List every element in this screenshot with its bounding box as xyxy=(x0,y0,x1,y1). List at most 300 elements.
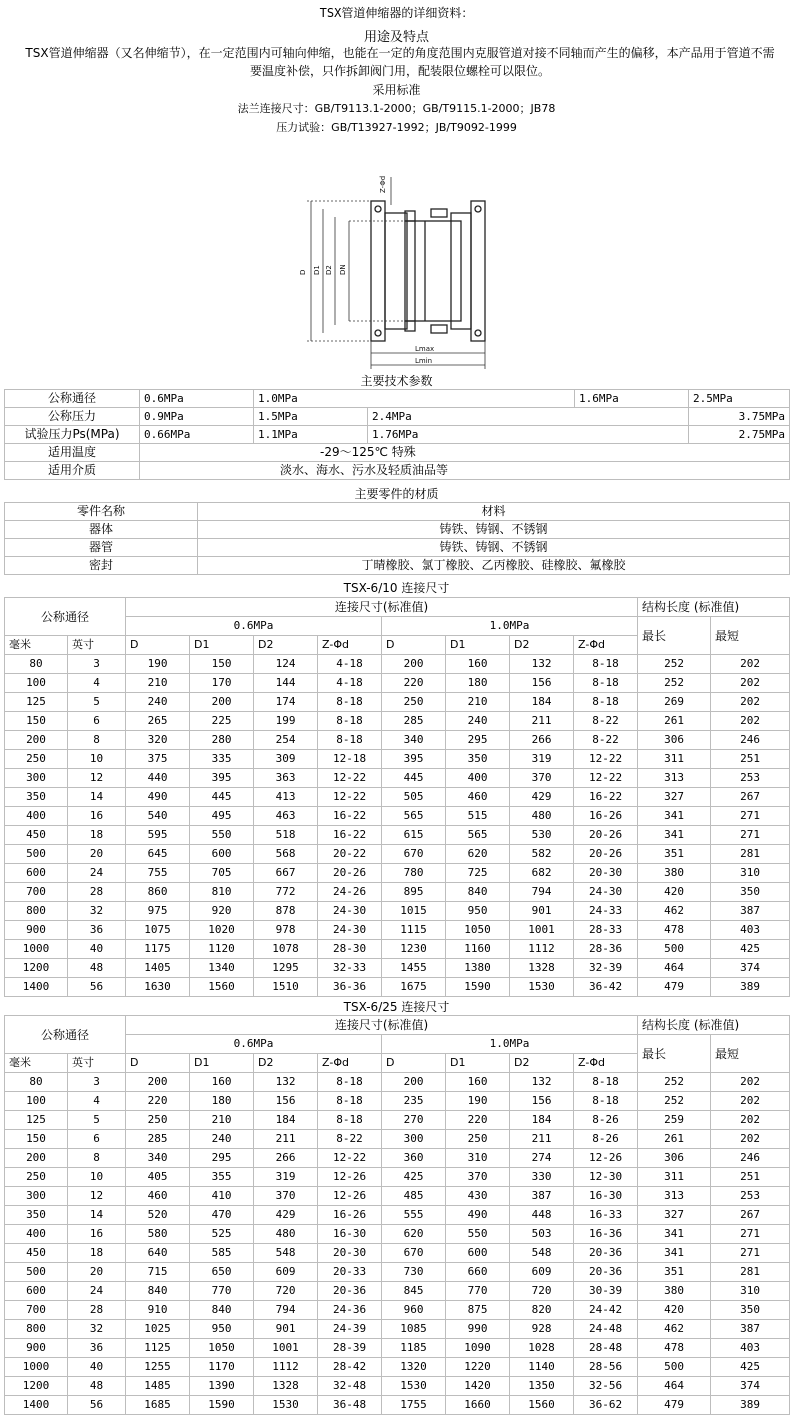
table-cell: 16 xyxy=(68,1225,126,1244)
table-cell: 36-62 xyxy=(574,1396,638,1415)
table-cell: 20-36 xyxy=(574,1263,638,1282)
table-cell: 705 xyxy=(190,864,254,883)
table-cell: 548 xyxy=(510,1244,574,1263)
table-cell: 1000 xyxy=(5,940,68,959)
table-cell: 200 xyxy=(126,1073,190,1092)
table-row xyxy=(5,1263,790,1282)
table-cell: 300 xyxy=(5,1187,68,1206)
table-cell: 250 xyxy=(446,1130,510,1149)
table-cell: 12-22 xyxy=(574,750,638,769)
table-cell: 18 xyxy=(68,1244,126,1263)
table-cell: 395 xyxy=(382,750,446,769)
table-cell: 700 xyxy=(5,1301,68,1320)
table-cell: 495 xyxy=(190,807,254,826)
table-cell: 463 xyxy=(254,807,318,826)
table-cell: 250 xyxy=(5,1168,68,1187)
table-cell: 36 xyxy=(68,921,126,940)
table-cell: 16-22 xyxy=(318,807,382,826)
table-cell: 341 xyxy=(638,807,711,826)
table-cell: 600 xyxy=(5,864,68,883)
table-cell: 1295 xyxy=(254,959,318,978)
table-cell: 40 xyxy=(68,1358,126,1377)
table-cell: 375 xyxy=(126,750,190,769)
table-cell: 269 xyxy=(638,693,711,712)
left-flange xyxy=(371,201,385,341)
table-cell: 363 xyxy=(254,769,318,788)
table-cell: 440 xyxy=(126,769,190,788)
table-cell: 920 xyxy=(190,902,254,921)
table-cell: 240 xyxy=(190,1130,254,1149)
table-cell: 12-22 xyxy=(318,788,382,807)
label-dn: DN xyxy=(339,264,347,275)
table-cell: 310 xyxy=(711,864,790,883)
table-cell: 395 xyxy=(190,769,254,788)
table-cell: 901 xyxy=(510,902,574,921)
label-zd: Z-Φd xyxy=(379,175,387,193)
table-cell: 24-39 xyxy=(318,1320,382,1339)
table-cell: 252 xyxy=(638,655,711,674)
table-cell: 225 xyxy=(190,712,254,731)
table-cell: 24 xyxy=(68,864,126,883)
table-cell: 200 xyxy=(382,655,446,674)
table-cell: 901 xyxy=(254,1320,318,1339)
table-row: 器体 铸铁、铸钢、不锈钢 xyxy=(5,521,790,539)
table-cell: 479 xyxy=(638,1396,711,1415)
table-cell: 403 xyxy=(711,1339,790,1358)
table-cell: 1050 xyxy=(446,921,510,940)
table-cell: 32-48 xyxy=(318,1377,382,1396)
table-cell: 202 xyxy=(711,1130,790,1149)
table-cell: 1510 xyxy=(254,978,318,997)
table-cell: 585 xyxy=(190,1244,254,1263)
table-cell: 350 xyxy=(711,1301,790,1320)
table1-caption: TSX-6/10 连接尺寸 xyxy=(343,581,450,595)
table-cell: 32-56 xyxy=(574,1377,638,1396)
table-cell: 211 xyxy=(510,712,574,731)
table-cell: 8-18 xyxy=(318,1092,382,1111)
table-cell: 1112 xyxy=(510,940,574,959)
table-cell: 235 xyxy=(382,1092,446,1111)
table-row xyxy=(5,1396,790,1415)
table-cell: 1001 xyxy=(510,921,574,940)
table-cell: 310 xyxy=(446,1149,510,1168)
table-cell: 3 xyxy=(68,655,126,674)
table-cell: 285 xyxy=(126,1130,190,1149)
table-cell: 1590 xyxy=(446,978,510,997)
table-cell: 16-36 xyxy=(574,1225,638,1244)
table-cell: 24-48 xyxy=(574,1320,638,1339)
table-cell: 615 xyxy=(382,826,446,845)
table-cell: 878 xyxy=(254,902,318,921)
table-cell: 20-26 xyxy=(318,864,382,883)
table-cell: 271 xyxy=(711,807,790,826)
table-cell: 335 xyxy=(190,750,254,769)
table-cell: 550 xyxy=(190,826,254,845)
table-cell: 156 xyxy=(254,1092,318,1111)
table-cell: 156 xyxy=(510,674,574,693)
table-cell: 895 xyxy=(382,883,446,902)
table-cell: 350 xyxy=(446,750,510,769)
drawing-svg xyxy=(291,173,501,373)
table-cell: 445 xyxy=(190,788,254,807)
table-cell: 220 xyxy=(126,1092,190,1111)
materials-table xyxy=(4,502,790,575)
table-cell: 200 xyxy=(5,1149,68,1168)
table-cell: 425 xyxy=(711,1358,790,1377)
table-cell: 490 xyxy=(446,1206,510,1225)
table-row: 适用介质 淡水、海水、污水及轻质油品等 xyxy=(5,462,790,480)
table-cell: 132 xyxy=(510,655,574,674)
table-header-row: 毫米 英寸 D D1 D2 Z-Φd D D1 D2 Z-Φd xyxy=(5,636,790,655)
table-cell: 200 xyxy=(190,693,254,712)
table-cell: 405 xyxy=(126,1168,190,1187)
table-cell: 667 xyxy=(254,864,318,883)
table-cell: 1015 xyxy=(382,902,446,921)
table-cell: 450 xyxy=(5,826,68,845)
table-cell: 715 xyxy=(126,1263,190,1282)
table-cell: 8-26 xyxy=(574,1130,638,1149)
table-cell: 480 xyxy=(254,1225,318,1244)
table-cell: 266 xyxy=(510,731,574,750)
table-row: 适用温度 -29～125℃ 特殊 xyxy=(5,444,790,462)
table-cell: 100 xyxy=(5,674,68,693)
table-cell: 240 xyxy=(126,693,190,712)
table-row xyxy=(5,674,790,693)
label-lmax: Lmax xyxy=(415,345,435,353)
table-cell: 400 xyxy=(5,807,68,826)
table-cell: 56 xyxy=(68,1396,126,1415)
table-cell: 1560 xyxy=(510,1396,574,1415)
table-cell: 267 xyxy=(711,788,790,807)
table-cell: 1160 xyxy=(446,940,510,959)
table-cell: 8-18 xyxy=(318,693,382,712)
table-cell: 30-39 xyxy=(574,1282,638,1301)
table-cell: 24-30 xyxy=(574,883,638,902)
table-row xyxy=(5,1168,790,1187)
table-cell: 1455 xyxy=(382,959,446,978)
table-cell: 48 xyxy=(68,959,126,978)
table-row xyxy=(5,1320,790,1339)
table-row xyxy=(5,1073,790,1092)
table-header-row: 公称通径 连接尺寸(标准值) 结构长度 (标准值) xyxy=(5,1016,790,1035)
table-cell: 271 xyxy=(711,826,790,845)
table-cell: 202 xyxy=(711,655,790,674)
table-cell: 5 xyxy=(68,693,126,712)
table-cell: 200 xyxy=(5,731,68,750)
table-cell: 200 xyxy=(382,1073,446,1092)
table-cell: 500 xyxy=(638,940,711,959)
table-cell: 910 xyxy=(126,1301,190,1320)
table-cell: 794 xyxy=(254,1301,318,1320)
table-cell: 500 xyxy=(5,845,68,864)
right-flange xyxy=(471,201,485,341)
table-cell: 295 xyxy=(446,731,510,750)
table-row: 器管 铸铁、铸钢、不锈钢 xyxy=(5,539,790,557)
table-cell: 16-30 xyxy=(574,1187,638,1206)
table-cell: 425 xyxy=(711,940,790,959)
table-cell: 1220 xyxy=(446,1358,510,1377)
table-cell: 8-18 xyxy=(574,1073,638,1092)
table-cell: 8-18 xyxy=(318,1073,382,1092)
table-cell: 8-18 xyxy=(574,655,638,674)
table-cell: 8-22 xyxy=(574,731,638,750)
table-cell: 1685 xyxy=(126,1396,190,1415)
table-cell: 387 xyxy=(711,902,790,921)
table-cell: 387 xyxy=(510,1187,574,1206)
table-cell: 16 xyxy=(68,807,126,826)
table-cell: 295 xyxy=(190,1149,254,1168)
table-cell: 246 xyxy=(711,1149,790,1168)
table-cell: 1380 xyxy=(446,959,510,978)
table-row: 零件名称 材料 xyxy=(5,503,790,521)
table-row xyxy=(5,1225,790,1244)
table-cell: 464 xyxy=(638,959,711,978)
table-cell: 8 xyxy=(68,1149,126,1168)
table-cell: 1405 xyxy=(126,959,190,978)
table-cell: 462 xyxy=(638,902,711,921)
table-cell: 1085 xyxy=(382,1320,446,1339)
table-cell: 10 xyxy=(68,750,126,769)
table-cell: 450 xyxy=(5,1244,68,1263)
table-cell: 132 xyxy=(254,1073,318,1092)
label-lmin: Lmin xyxy=(415,357,433,365)
table-cell: 1675 xyxy=(382,978,446,997)
table-cell: 1560 xyxy=(190,978,254,997)
table-cell: 28-30 xyxy=(318,940,382,959)
table-cell: 319 xyxy=(510,750,574,769)
table-cell: 845 xyxy=(382,1282,446,1301)
table-cell: 306 xyxy=(638,1149,711,1168)
table-cell: 1175 xyxy=(126,940,190,959)
table-cell: 700 xyxy=(5,883,68,902)
table-cell: 20-22 xyxy=(318,845,382,864)
table-cell: 160 xyxy=(446,655,510,674)
table-cell: 900 xyxy=(5,921,68,940)
table-cell: 503 xyxy=(510,1225,574,1244)
table-cell: 720 xyxy=(510,1282,574,1301)
table-cell: 220 xyxy=(446,1111,510,1130)
table-cell: 12 xyxy=(68,1187,126,1206)
table-cell: 4 xyxy=(68,674,126,693)
table-cell: 420 xyxy=(638,883,711,902)
table-cell: 1400 xyxy=(5,1396,68,1415)
table-cell: 254 xyxy=(254,731,318,750)
table-cell: 202 xyxy=(711,1092,790,1111)
table-cell: 460 xyxy=(446,788,510,807)
left-body xyxy=(385,213,407,329)
table-cell: 281 xyxy=(711,1263,790,1282)
table-cell: 24-36 xyxy=(318,1301,382,1320)
table-cell: 420 xyxy=(638,1301,711,1320)
table-row xyxy=(5,769,790,788)
table-cell: 620 xyxy=(446,845,510,864)
table-row xyxy=(5,883,790,902)
table-cell: 12 xyxy=(68,769,126,788)
table-cell: 12-22 xyxy=(318,769,382,788)
table-cell: 875 xyxy=(446,1301,510,1320)
table-cell: 470 xyxy=(190,1206,254,1225)
table-cell: 240 xyxy=(446,712,510,731)
table-header-row: 毫米 英寸 D D1 D2 Z-Φd D D1 D2 Z-Φd xyxy=(5,1054,790,1073)
table-row xyxy=(5,978,790,997)
table-cell: 250 xyxy=(382,693,446,712)
table-cell: 199 xyxy=(254,712,318,731)
table-cell: 36-48 xyxy=(318,1396,382,1415)
table-cell: 425 xyxy=(382,1168,446,1187)
table-cell: 266 xyxy=(254,1149,318,1168)
table-cell: 32 xyxy=(68,1320,126,1339)
table-cell: 170 xyxy=(190,674,254,693)
table-cell: 518 xyxy=(254,826,318,845)
table-cell: 202 xyxy=(711,1073,790,1092)
table-cell: 210 xyxy=(190,1111,254,1130)
table-cell: 1320 xyxy=(382,1358,446,1377)
table-cell: 3 xyxy=(68,1073,126,1092)
table-cell: 150 xyxy=(5,1130,68,1149)
table-cell: 124 xyxy=(254,655,318,674)
table-cell: 478 xyxy=(638,921,711,940)
table-cell: 1420 xyxy=(446,1377,510,1396)
table-cell: 56 xyxy=(68,978,126,997)
table-cell: 730 xyxy=(382,1263,446,1282)
table-cell: 389 xyxy=(711,978,790,997)
table-cell: 351 xyxy=(638,1263,711,1282)
table-cell: 144 xyxy=(254,674,318,693)
table-cell: 252 xyxy=(638,1092,711,1111)
table-cell: 8-22 xyxy=(318,1130,382,1149)
table-row xyxy=(5,712,790,731)
table-cell: 1090 xyxy=(446,1339,510,1358)
table-cell: 40 xyxy=(68,940,126,959)
table-cell: 28-39 xyxy=(318,1339,382,1358)
table-cell: 1200 xyxy=(5,1377,68,1396)
table-cell: 1530 xyxy=(254,1396,318,1415)
inner-pipe xyxy=(405,221,461,321)
table-cell: 20-30 xyxy=(574,864,638,883)
table-row xyxy=(5,940,790,959)
table-cell: 271 xyxy=(711,1225,790,1244)
table-cell: 1028 xyxy=(510,1339,574,1358)
table-cell: 413 xyxy=(254,788,318,807)
table-cell: 600 xyxy=(190,845,254,864)
table-cell: 246 xyxy=(711,731,790,750)
table-cell: 16-22 xyxy=(574,788,638,807)
table-cell: 16-30 xyxy=(318,1225,382,1244)
table-cell: 160 xyxy=(190,1073,254,1092)
table-cell: 28-36 xyxy=(574,940,638,959)
table-cell: 125 xyxy=(5,693,68,712)
table-cell: 550 xyxy=(446,1225,510,1244)
table-cell: 180 xyxy=(190,1092,254,1111)
table-row xyxy=(5,826,790,845)
table-cell: 720 xyxy=(254,1282,318,1301)
table-cell: 820 xyxy=(510,1301,574,1320)
table-row: 公称通径 0.6MPa 1.0MPa 1.6MPa 2.5MPa xyxy=(5,390,790,408)
table-cell: 1630 xyxy=(126,978,190,997)
table-cell: 341 xyxy=(638,826,711,845)
table-cell: 24-30 xyxy=(318,921,382,940)
table-cell: 28 xyxy=(68,883,126,902)
table-cell: 370 xyxy=(254,1187,318,1206)
table-cell: 12-22 xyxy=(318,1149,382,1168)
table-cell: 310 xyxy=(711,1282,790,1301)
table-cell: 14 xyxy=(68,788,126,807)
table-cell: 265 xyxy=(126,712,190,731)
table-cell: 4 xyxy=(68,1092,126,1111)
table-cell: 1120 xyxy=(190,940,254,959)
table-cell: 380 xyxy=(638,1282,711,1301)
table-cell: 682 xyxy=(510,864,574,883)
table-cell: 464 xyxy=(638,1377,711,1396)
table-cell: 478 xyxy=(638,1339,711,1358)
page-title: TSX管道伸缩器的详细资料： xyxy=(319,6,474,20)
table-cell: 12-18 xyxy=(318,750,382,769)
table-cell: 387 xyxy=(711,1320,790,1339)
table-row xyxy=(5,655,790,674)
table-cell: 429 xyxy=(510,788,574,807)
pressure-standard: 压力试验：GB/T13927-1992；JB/T9092-1999 xyxy=(276,121,517,134)
table-cell: 4-18 xyxy=(318,674,382,693)
table-cell: 20-26 xyxy=(574,845,638,864)
table-cell: 670 xyxy=(382,1244,446,1263)
table-cell: 1530 xyxy=(382,1377,446,1396)
table-cell: 500 xyxy=(638,1358,711,1377)
table-cell: 500 xyxy=(5,1263,68,1282)
table-header-row: 0.6MPa 1.0MPa 最长 最短 xyxy=(5,1035,790,1054)
table-cell: 520 xyxy=(126,1206,190,1225)
table-row xyxy=(5,693,790,712)
table-cell: 313 xyxy=(638,1187,711,1206)
table-cell: 280 xyxy=(190,731,254,750)
table-cell: 202 xyxy=(711,712,790,731)
table-cell: 20-33 xyxy=(318,1263,382,1282)
table-cell: 548 xyxy=(254,1244,318,1263)
usage-heading: 用途及特点 xyxy=(363,30,429,45)
table-cell: 211 xyxy=(510,1130,574,1149)
table-cell: 311 xyxy=(638,750,711,769)
table-cell: 8-26 xyxy=(574,1111,638,1130)
table-cell: 1390 xyxy=(190,1377,254,1396)
table-row xyxy=(5,1187,790,1206)
table-cell: 281 xyxy=(711,845,790,864)
table-cell: 274 xyxy=(510,1149,574,1168)
table-cell: 24-30 xyxy=(318,902,382,921)
table-row xyxy=(5,1130,790,1149)
table-cell: 10 xyxy=(68,1168,126,1187)
table-cell: 755 xyxy=(126,864,190,883)
table-cell: 36 xyxy=(68,1339,126,1358)
table-cell: 8-18 xyxy=(318,1111,382,1130)
table-cell: 202 xyxy=(711,674,790,693)
table-cell: 660 xyxy=(446,1263,510,1282)
table-cell: 360 xyxy=(382,1149,446,1168)
table-cell: 479 xyxy=(638,978,711,997)
table-cell: 1350 xyxy=(510,1377,574,1396)
table-cell: 24-26 xyxy=(318,883,382,902)
table-cell: 306 xyxy=(638,731,711,750)
table-cell: 580 xyxy=(126,1225,190,1244)
flange-standard: 法兰连接尺寸：GB/T9113.1-2000；GB/T9115.1-2000；JB78 xyxy=(237,102,556,115)
table-cell: 350 xyxy=(711,883,790,902)
table-cell: 565 xyxy=(446,826,510,845)
table-cell: 220 xyxy=(382,674,446,693)
table-cell: 300 xyxy=(5,769,68,788)
table-cell: 810 xyxy=(190,883,254,902)
table-cell: 410 xyxy=(190,1187,254,1206)
table-cell: 16-26 xyxy=(574,807,638,826)
table-cell: 374 xyxy=(711,959,790,978)
table-cell: 28-48 xyxy=(574,1339,638,1358)
